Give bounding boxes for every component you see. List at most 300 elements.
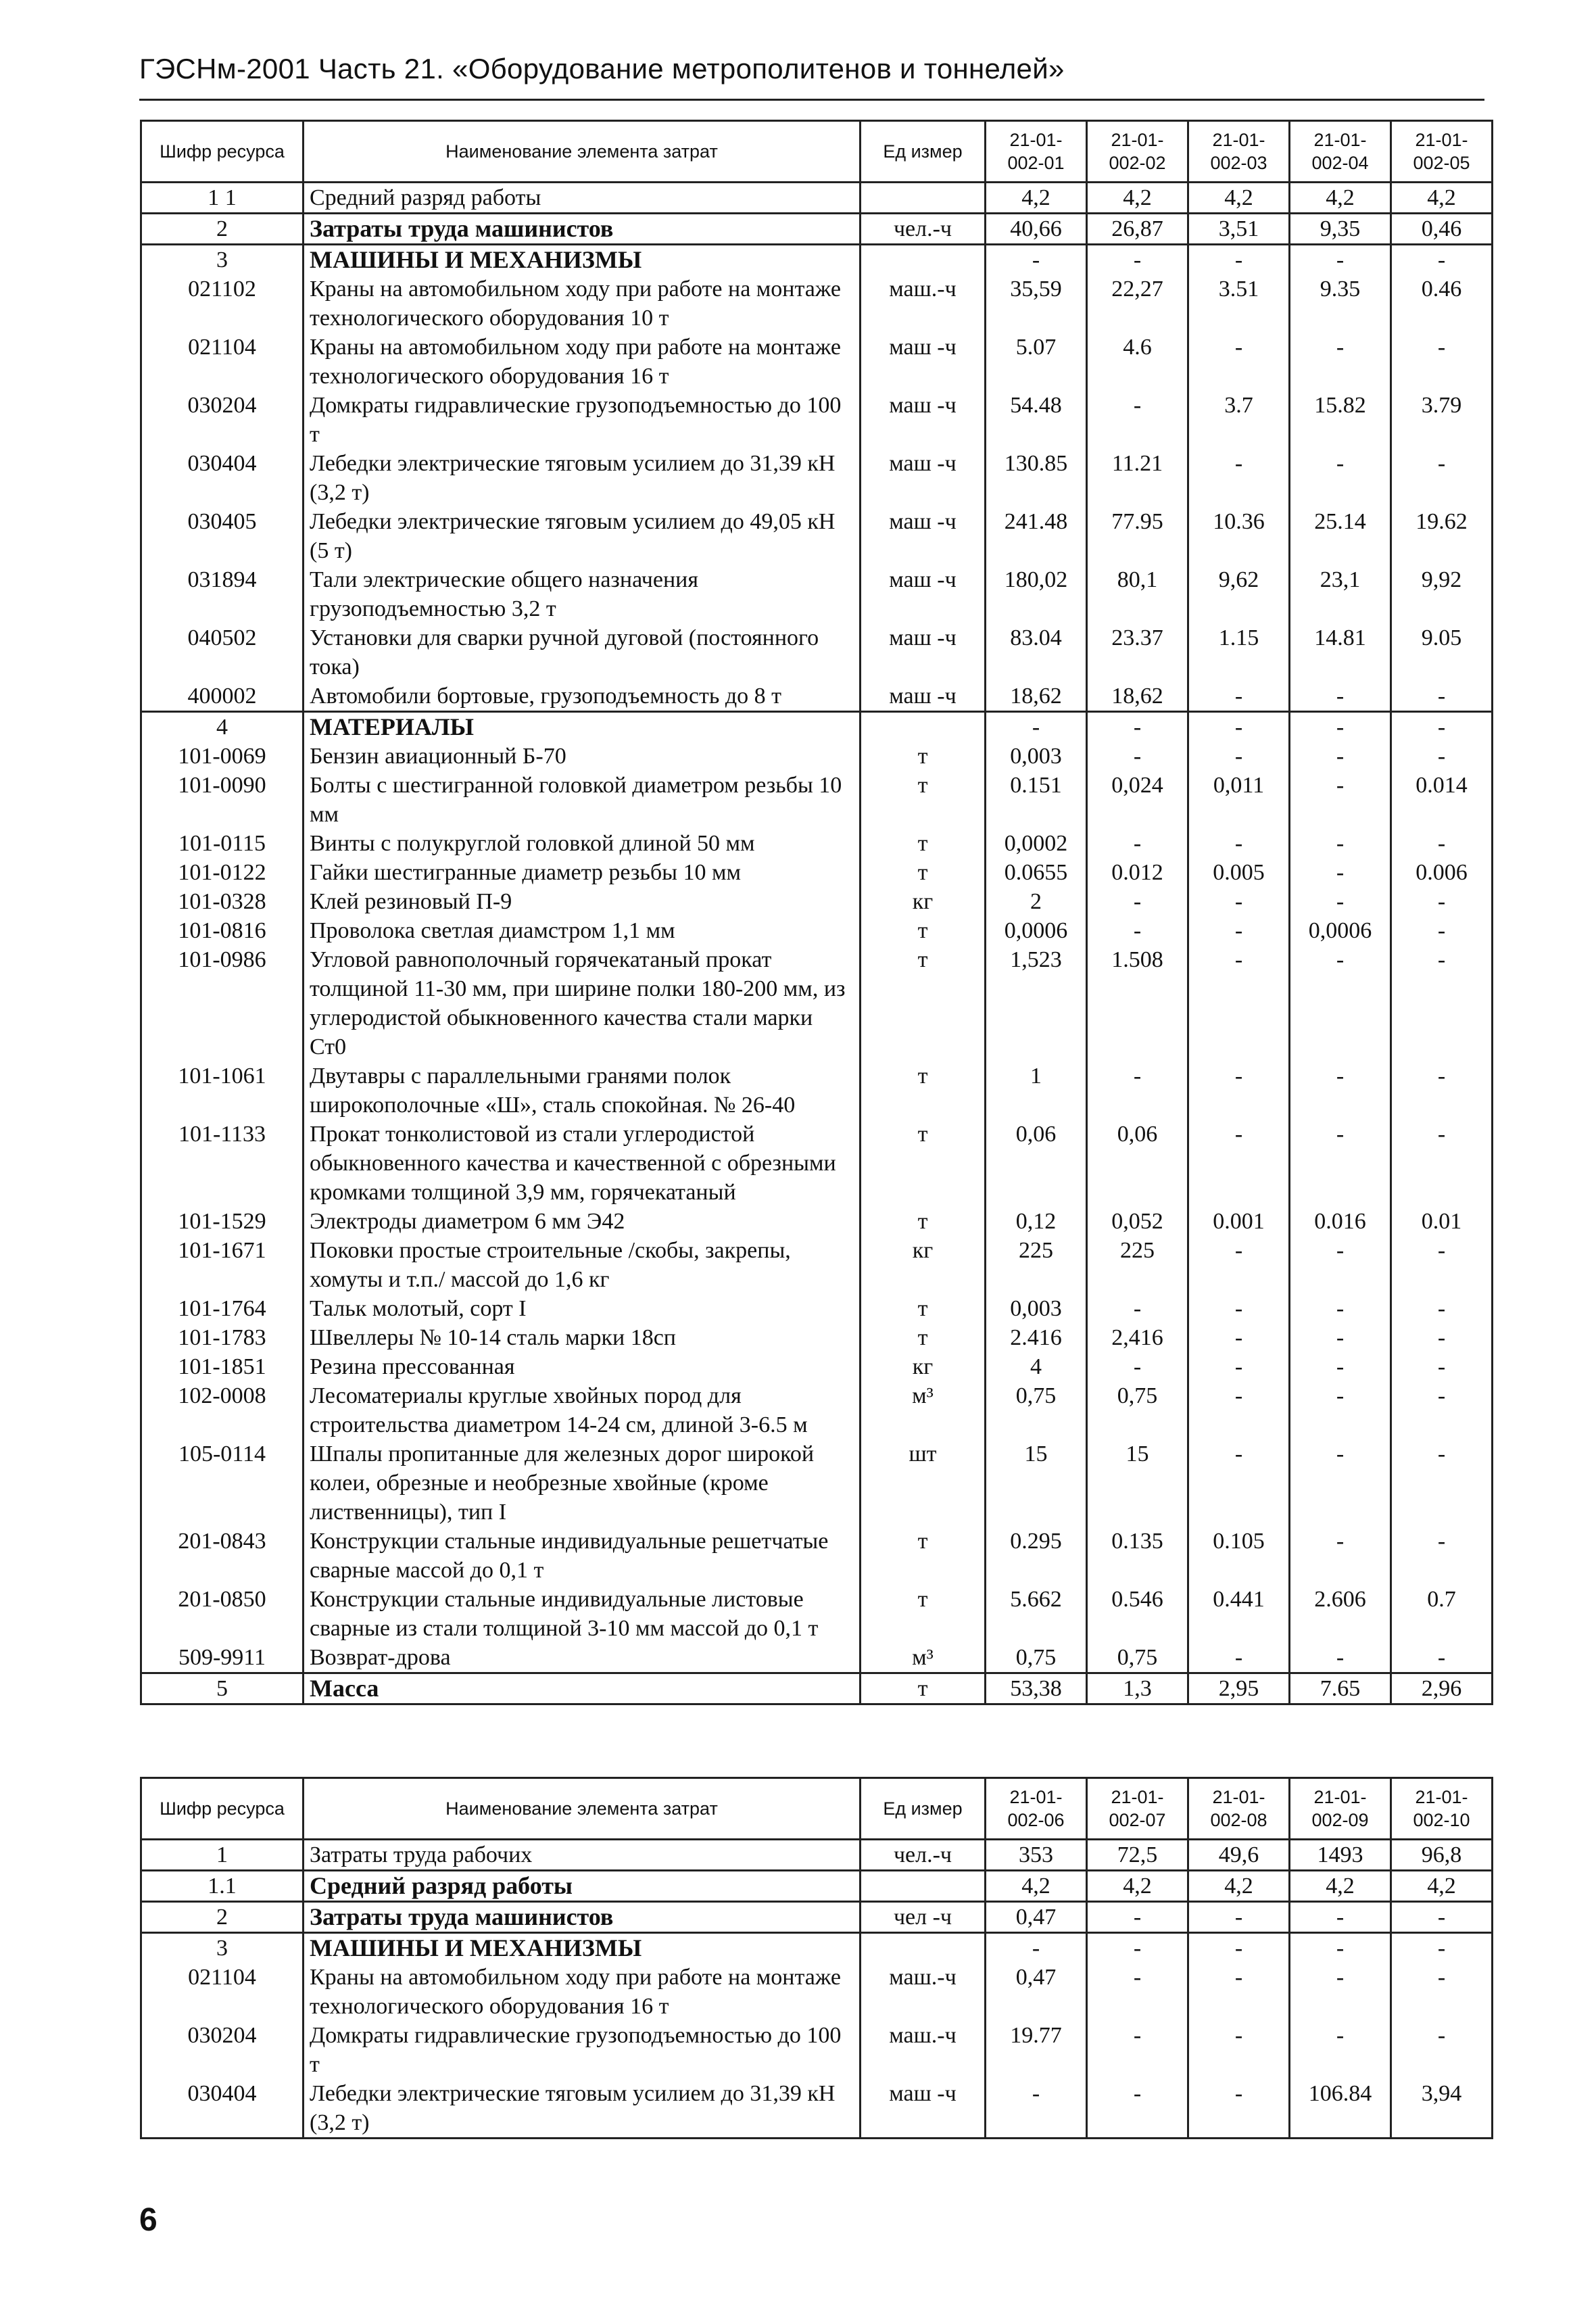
page-header: ГЭСНм-2001 Часть 21. «Оборудование метрополитенов и тоннелей» (139, 53, 1065, 85)
resource-code-cell: 101-1764 (141, 1294, 304, 1323)
resource-code-cell: 101-0328 (141, 887, 304, 916)
unit-cell: маш -ч (861, 2079, 986, 2139)
unit-cell: кг (861, 887, 986, 916)
cost-element-cell: Бензин авиационный Б-70 (304, 742, 861, 771)
table-row (141, 682, 1493, 712)
value-cell: 4,2 (1290, 1871, 1391, 1902)
unit-cell: м³ (861, 1643, 986, 1673)
value-cell: 0.151 (986, 771, 1087, 829)
value-cell: - (1391, 1439, 1493, 1527)
value-cell: - (1391, 916, 1493, 945)
resource-code-cell: 101-1133 (141, 1120, 304, 1207)
resource-code-cell: 3 (141, 245, 304, 275)
value-cell: - (1391, 1902, 1493, 1933)
value-cell: - (1188, 2079, 1290, 2139)
value-cell: - (1188, 742, 1290, 771)
unit-cell: т (861, 1673, 986, 1704)
table-header-row (141, 121, 1493, 183)
resource-code-cell: 1 (141, 1840, 304, 1871)
value-cell: - (1391, 245, 1493, 275)
cost-element-cell: Лесоматериалы круглые хвойных пород для строительства диаметром 14-24 см, длиной 3-6.5 м (304, 1381, 861, 1439)
value-cell: - (1087, 887, 1188, 916)
cost-element-cell: Конструкции стальные индивидуальные решетчатые сварные массой до 0,1 т (304, 1527, 861, 1585)
cost-element-cell: Установки для сварки ручной дуговой (постоянного тока) (304, 623, 861, 682)
cost-element-cell: Средний разряд работы (304, 183, 861, 214)
cost-element-cell: Шпалы пропитанные для железных дорог широкой колеи, обрезные и необрезные хвойные (кроме лиственницы), тип I (304, 1439, 861, 1527)
value-cell: 0,75 (986, 1643, 1087, 1673)
value-cell: 0,75 (1087, 1381, 1188, 1439)
unit-cell: чел.-ч (861, 1840, 986, 1871)
value-cell: - (1290, 1933, 1391, 1963)
cost-element-cell: Тали электрические общего назначения грузоподъемностью 3,2 т (304, 565, 861, 623)
unit-cell: маш -ч (861, 449, 986, 507)
table-row (141, 183, 1493, 214)
value-cell: 0,06 (1087, 1120, 1188, 1207)
value-cell: 96,8 (1391, 1840, 1493, 1871)
value-cell: 9,62 (1188, 565, 1290, 623)
value-cell: - (1391, 1527, 1493, 1585)
table-row (141, 1585, 1493, 1643)
resource-code-cell: 030405 (141, 507, 304, 565)
value-cell: - (1188, 1294, 1290, 1323)
table-row (141, 565, 1493, 623)
cost-element-cell: Гайки шестигранные диаметр резьбы 10 мм (304, 858, 861, 887)
value-cell: - (1391, 1933, 1493, 1963)
value-cell: - (1290, 1352, 1391, 1381)
value-cell: 3.51 (1188, 275, 1290, 333)
unit-cell (861, 245, 986, 275)
resource-code-cell: 101-1529 (141, 1207, 304, 1236)
cost-element-cell: Затраты труда машинистов (304, 214, 861, 245)
value-cell: 1,3 (1087, 1673, 1188, 1704)
unit-cell (861, 183, 986, 214)
unit-cell: т (861, 1585, 986, 1643)
value-cell: 0.441 (1188, 1585, 1290, 1643)
cost-element-cell: Прокат тонколистовой из стали углеродистой обыкновенного качества и качественной с обрезными кромками толщиной 3,9 мм, горячекатаный (304, 1120, 861, 1207)
resource-code-cell: 509-9911 (141, 1643, 304, 1673)
table-body (141, 183, 1493, 1704)
value-cell: 0.001 (1188, 1207, 1290, 1236)
value-cell: 1.508 (1087, 945, 1188, 1061)
resource-code-cell: 3 (141, 1933, 304, 1963)
value-cell: - (1188, 1381, 1290, 1439)
value-cell: - (1290, 1963, 1391, 2021)
value-cell: - (986, 1933, 1087, 1963)
unit-cell: т (861, 1294, 986, 1323)
unit-cell: маш -ч (861, 682, 986, 712)
value-cell: 0,47 (986, 1902, 1087, 1933)
resource-code-cell: 101-1851 (141, 1352, 304, 1381)
value-cell: - (1188, 333, 1290, 391)
cost-element-cell: Проволока светлая диамстром 1,1 мм (304, 916, 861, 945)
table-row (141, 1871, 1493, 1902)
header-rule (139, 99, 1484, 101)
value-cell: 2,416 (1087, 1323, 1188, 1352)
value-cell: 3,51 (1188, 214, 1290, 245)
value-cell: - (1188, 945, 1290, 1061)
value-cell: 77.95 (1087, 507, 1188, 565)
resource-code-cell: 101-1061 (141, 1061, 304, 1120)
column-header: Наименование элемента затрат (304, 1778, 861, 1840)
table-row (141, 2021, 1493, 2079)
value-cell: 5.662 (986, 1585, 1087, 1643)
value-cell: - (1188, 829, 1290, 858)
value-cell: 1.15 (1188, 623, 1290, 682)
value-cell: - (1391, 887, 1493, 916)
table-row (141, 391, 1493, 449)
resource-code-cell: 101-1671 (141, 1236, 304, 1294)
cost-element-cell: Домкраты гидравлические грузоподъемностью до 100 т (304, 2021, 861, 2079)
table-row (141, 1381, 1493, 1439)
value-cell: - (1188, 1323, 1290, 1352)
cost-element-cell: Клей резиновый П-9 (304, 887, 861, 916)
value-cell: - (1188, 1963, 1290, 2021)
value-cell: 7.65 (1290, 1673, 1391, 1704)
value-cell: - (1188, 1933, 1290, 1963)
value-cell: 4,2 (1290, 183, 1391, 214)
value-cell: 0,003 (986, 1294, 1087, 1323)
unit-cell: маш.-ч (861, 275, 986, 333)
value-cell: 0.005 (1188, 858, 1290, 887)
cost-element-cell: Автомобили бортовые, грузоподъемность до 8 т (304, 682, 861, 712)
table-row (141, 1323, 1493, 1352)
value-cell: 0,0002 (986, 829, 1087, 858)
value-cell: 0.135 (1087, 1527, 1188, 1585)
resource-table-2 (140, 1777, 1493, 2139)
value-cell: 4 (986, 1352, 1087, 1381)
resource-code-cell: 031894 (141, 565, 304, 623)
value-cell: 2.606 (1290, 1585, 1391, 1643)
value-cell: 15 (1087, 1439, 1188, 1527)
value-cell: - (1391, 1963, 1493, 2021)
value-cell: - (1188, 712, 1290, 742)
resource-code-cell: 2 (141, 1902, 304, 1933)
table-row (141, 1439, 1493, 1527)
value-cell: 2,96 (1391, 1673, 1493, 1704)
cost-element-cell: Лебедки электрические тяговым усилием до 31,39 кН (3,2 т) (304, 449, 861, 507)
value-cell: 4,2 (1391, 183, 1493, 214)
resource-code-cell: 201-0850 (141, 1585, 304, 1643)
value-cell: 9.35 (1290, 275, 1391, 333)
value-cell: - (1290, 1294, 1391, 1323)
value-cell: 4,2 (1188, 1871, 1290, 1902)
value-cell: - (1188, 1439, 1290, 1527)
value-cell: - (1087, 829, 1188, 858)
value-cell: 4,2 (1391, 1871, 1493, 1902)
table-row (141, 275, 1493, 333)
value-cell: - (1087, 2079, 1188, 2139)
unit-cell: маш -ч (861, 507, 986, 565)
value-cell: - (1290, 742, 1391, 771)
cost-element-cell: Затраты труда рабочих (304, 1840, 861, 1871)
value-cell: - (1087, 916, 1188, 945)
value-cell: 4,2 (1087, 183, 1188, 214)
resource-table-1 (140, 120, 1493, 1705)
column-header: 21-01- 002-01 (986, 121, 1087, 183)
cost-element-cell: Болты с шестигранной головкой диаметром резьбы 10 мм (304, 771, 861, 829)
table-row (141, 1236, 1493, 1294)
value-cell: 53,38 (986, 1673, 1087, 1704)
value-cell: - (1188, 1120, 1290, 1207)
value-cell: - (1391, 1294, 1493, 1323)
value-cell: - (1290, 1236, 1391, 1294)
value-cell: - (1087, 1294, 1188, 1323)
value-cell: 0.014 (1391, 771, 1493, 829)
value-cell: - (1087, 1061, 1188, 1120)
table-row (141, 1294, 1493, 1323)
resource-code-cell: 105-0114 (141, 1439, 304, 1527)
cost-element-cell: Конструкции стальные индивидуальные листовые сварные из стали толщиной 3-10 мм массой до 0,1 т (304, 1585, 861, 1643)
resource-code-cell: 201-0843 (141, 1527, 304, 1585)
value-cell: 2.416 (986, 1323, 1087, 1352)
value-cell: - (1290, 1439, 1391, 1527)
value-cell: - (1290, 1902, 1391, 1933)
column-header: 21-01- 002-05 (1391, 121, 1493, 183)
cost-element-cell: МАТЕРИАЛЫ (304, 712, 861, 742)
value-cell: 80,1 (1087, 565, 1188, 623)
value-cell: - (1188, 1236, 1290, 1294)
value-cell: - (1290, 1061, 1391, 1120)
resource-code-cell: 101-1783 (141, 1323, 304, 1352)
cost-element-cell: Лебедки электрические тяговым усилием до 31,39 кН (3,2 т) (304, 2079, 861, 2139)
unit-cell: т (861, 742, 986, 771)
table-row (141, 1673, 1493, 1704)
table-row (141, 449, 1493, 507)
unit-cell: маш -ч (861, 623, 986, 682)
value-cell: - (1391, 2021, 1493, 2079)
value-cell: - (1391, 1236, 1493, 1294)
table-row (141, 333, 1493, 391)
value-cell: 0,0006 (1290, 916, 1391, 945)
cost-element-cell: Возврат-дрова (304, 1643, 861, 1673)
resource-code-cell: 102-0008 (141, 1381, 304, 1439)
cost-element-cell: Угловой равнополочный горячекатаный прокат толщиной 11-30 мм, при ширине полки 180-200 мм, из углеродистой обыкновенного качества стали марки Ст0 (304, 945, 861, 1061)
cost-element-cell: Масса (304, 1673, 861, 1704)
value-cell: 0,003 (986, 742, 1087, 771)
resource-code-cell: 4 (141, 712, 304, 742)
column-header: 21-01- 002-04 (1290, 121, 1391, 183)
table-row (141, 916, 1493, 945)
value-cell: 0.012 (1087, 858, 1188, 887)
value-cell: 130.85 (986, 449, 1087, 507)
value-cell: 26,87 (1087, 214, 1188, 245)
resource-code-cell: 030404 (141, 2079, 304, 2139)
value-cell: 0.46 (1391, 275, 1493, 333)
resource-code-cell: 030404 (141, 449, 304, 507)
value-cell: - (1087, 1352, 1188, 1381)
cost-element-cell: Краны на автомобильном ходу при работе на монтаже технологического оборудования 16 т (304, 333, 861, 391)
value-cell: - (1391, 333, 1493, 391)
value-cell: 225 (986, 1236, 1087, 1294)
value-cell: 0,06 (986, 1120, 1087, 1207)
resource-code-cell: 101-0986 (141, 945, 304, 1061)
resource-code-cell: 021102 (141, 275, 304, 333)
value-cell: 2 (986, 887, 1087, 916)
value-cell: 0,024 (1087, 771, 1188, 829)
table-row (141, 1902, 1493, 1933)
value-cell: 4,2 (986, 1871, 1087, 1902)
unit-cell: т (861, 858, 986, 887)
value-cell: 1493 (1290, 1840, 1391, 1871)
resource-code-cell: 2 (141, 214, 304, 245)
table-row (141, 1120, 1493, 1207)
value-cell: 180,02 (986, 565, 1087, 623)
table-row (141, 1207, 1493, 1236)
table-row (141, 945, 1493, 1061)
resource-code-cell: 5 (141, 1673, 304, 1704)
table-row (141, 623, 1493, 682)
unit-cell: маш -ч (861, 565, 986, 623)
value-cell: - (1391, 1352, 1493, 1381)
value-cell: - (1290, 1323, 1391, 1352)
value-cell: - (1188, 1902, 1290, 1933)
value-cell: 0,46 (1391, 214, 1493, 245)
value-cell: - (1188, 682, 1290, 712)
resource-code-cell: 101-0090 (141, 771, 304, 829)
unit-cell: маш -ч (861, 333, 986, 391)
value-cell: - (1290, 1120, 1391, 1207)
table-row (141, 1643, 1493, 1673)
unit-cell: кг (861, 1236, 986, 1294)
value-cell: 0.0655 (986, 858, 1087, 887)
value-cell: 0,011 (1188, 771, 1290, 829)
value-cell: - (1290, 245, 1391, 275)
table-row (141, 742, 1493, 771)
value-cell: 241.48 (986, 507, 1087, 565)
resource-code-cell: 030204 (141, 2021, 304, 2079)
table-row (141, 1352, 1493, 1381)
table-row (141, 507, 1493, 565)
resource-code-cell: 101-0122 (141, 858, 304, 887)
value-cell: - (986, 712, 1087, 742)
value-cell: 49,6 (1188, 1840, 1290, 1871)
column-header: 21-01- 002-03 (1188, 121, 1290, 183)
value-cell: 0.006 (1391, 858, 1493, 887)
value-cell: 11.21 (1087, 449, 1188, 507)
value-cell: - (1087, 1963, 1188, 2021)
column-header: Шифр ресурса (141, 121, 304, 183)
cost-element-cell: Домкраты гидравлические грузоподъемностью до 100 т (304, 391, 861, 449)
value-cell: 15 (986, 1439, 1087, 1527)
section-row (141, 712, 1493, 742)
value-cell: - (1087, 2021, 1188, 2079)
table-row (141, 214, 1493, 245)
value-cell: 2,95 (1188, 1673, 1290, 1704)
value-cell: - (1290, 829, 1391, 858)
value-cell: 72,5 (1087, 1840, 1188, 1871)
value-cell: 9,35 (1290, 214, 1391, 245)
table-header-row (141, 1778, 1493, 1840)
unit-cell: чел -ч (861, 1902, 986, 1933)
value-cell: 4,2 (1188, 183, 1290, 214)
unit-cell: т (861, 1061, 986, 1120)
value-cell: 3.79 (1391, 391, 1493, 449)
value-cell: - (1290, 945, 1391, 1061)
resource-code-cell: 021104 (141, 1963, 304, 2021)
resource-code-cell: 101-0816 (141, 916, 304, 945)
cost-element-cell: Резина прессованная (304, 1352, 861, 1381)
value-cell: 18,62 (1087, 682, 1188, 712)
page-number: 6 (139, 2202, 158, 2238)
cost-element-cell: Швеллеры № 10-14 сталь марки 18сп (304, 1323, 861, 1352)
value-cell: 19.62 (1391, 507, 1493, 565)
cost-element-cell: МАШИНЫ И МЕХАНИЗМЫ (304, 245, 861, 275)
unit-cell: т (861, 1207, 986, 1236)
cost-element-cell: Тальк молотый, сорт I (304, 1294, 861, 1323)
section-row (141, 245, 1493, 275)
value-cell: 106.84 (1290, 2079, 1391, 2139)
value-cell: 0.7 (1391, 1585, 1493, 1643)
value-cell: 25.14 (1290, 507, 1391, 565)
value-cell: - (986, 245, 1087, 275)
column-header: 21-01- 002-09 (1290, 1778, 1391, 1840)
value-cell: - (1290, 333, 1391, 391)
value-cell: 0.01 (1391, 1207, 1493, 1236)
resource-code-cell: 400002 (141, 682, 304, 712)
value-cell: - (1391, 945, 1493, 1061)
unit-cell: т (861, 945, 986, 1061)
value-cell: - (1391, 449, 1493, 507)
resource-code-cell: 1.1 (141, 1871, 304, 1902)
value-cell: 40,66 (986, 214, 1087, 245)
value-cell: 1 (986, 1061, 1087, 1120)
value-cell: - (1290, 2021, 1391, 2079)
value-cell: - (1087, 391, 1188, 449)
cost-element-cell: Затраты труда машинистов (304, 1902, 861, 1933)
value-cell: - (1290, 1527, 1391, 1585)
cost-element-cell: Поковки простые строительные /скобы, закрепы, хомуты и т.п./ массой до 1,6 кг (304, 1236, 861, 1294)
unit-cell (861, 1933, 986, 1963)
value-cell: - (1290, 682, 1391, 712)
resource-code-cell: 030204 (141, 391, 304, 449)
value-cell: 4,2 (1087, 1871, 1188, 1902)
unit-cell: м³ (861, 1381, 986, 1439)
table-row (141, 858, 1493, 887)
value-cell: - (1188, 1061, 1290, 1120)
value-cell: 0.016 (1290, 1207, 1391, 1236)
value-cell: 15.82 (1290, 391, 1391, 449)
value-cell: 22,27 (1087, 275, 1188, 333)
value-cell: 0,0006 (986, 916, 1087, 945)
resource-code-cell: 101-0115 (141, 829, 304, 858)
column-header: 21-01- 002-10 (1391, 1778, 1493, 1840)
value-cell: 83.04 (986, 623, 1087, 682)
value-cell: - (1290, 712, 1391, 742)
value-cell: 18,62 (986, 682, 1087, 712)
unit-cell: т (861, 916, 986, 945)
value-cell: - (1087, 245, 1188, 275)
table-body (141, 1840, 1493, 2139)
table-row (141, 829, 1493, 858)
column-header: Наименование элемента затрат (304, 121, 861, 183)
unit-cell: т (861, 771, 986, 829)
value-cell: 0,75 (986, 1381, 1087, 1439)
value-cell: 4,2 (986, 183, 1087, 214)
unit-cell: т (861, 1527, 986, 1585)
value-cell: - (1391, 1061, 1493, 1120)
value-cell: 1,523 (986, 945, 1087, 1061)
value-cell: 9,92 (1391, 565, 1493, 623)
value-cell: - (1290, 1381, 1391, 1439)
unit-cell (861, 712, 986, 742)
unit-cell: т (861, 1120, 986, 1207)
value-cell: - (1188, 887, 1290, 916)
value-cell: 0.295 (986, 1527, 1087, 1585)
value-cell: - (1290, 449, 1391, 507)
value-cell: - (1391, 1323, 1493, 1352)
value-cell: - (1188, 449, 1290, 507)
unit-cell: кг (861, 1352, 986, 1381)
